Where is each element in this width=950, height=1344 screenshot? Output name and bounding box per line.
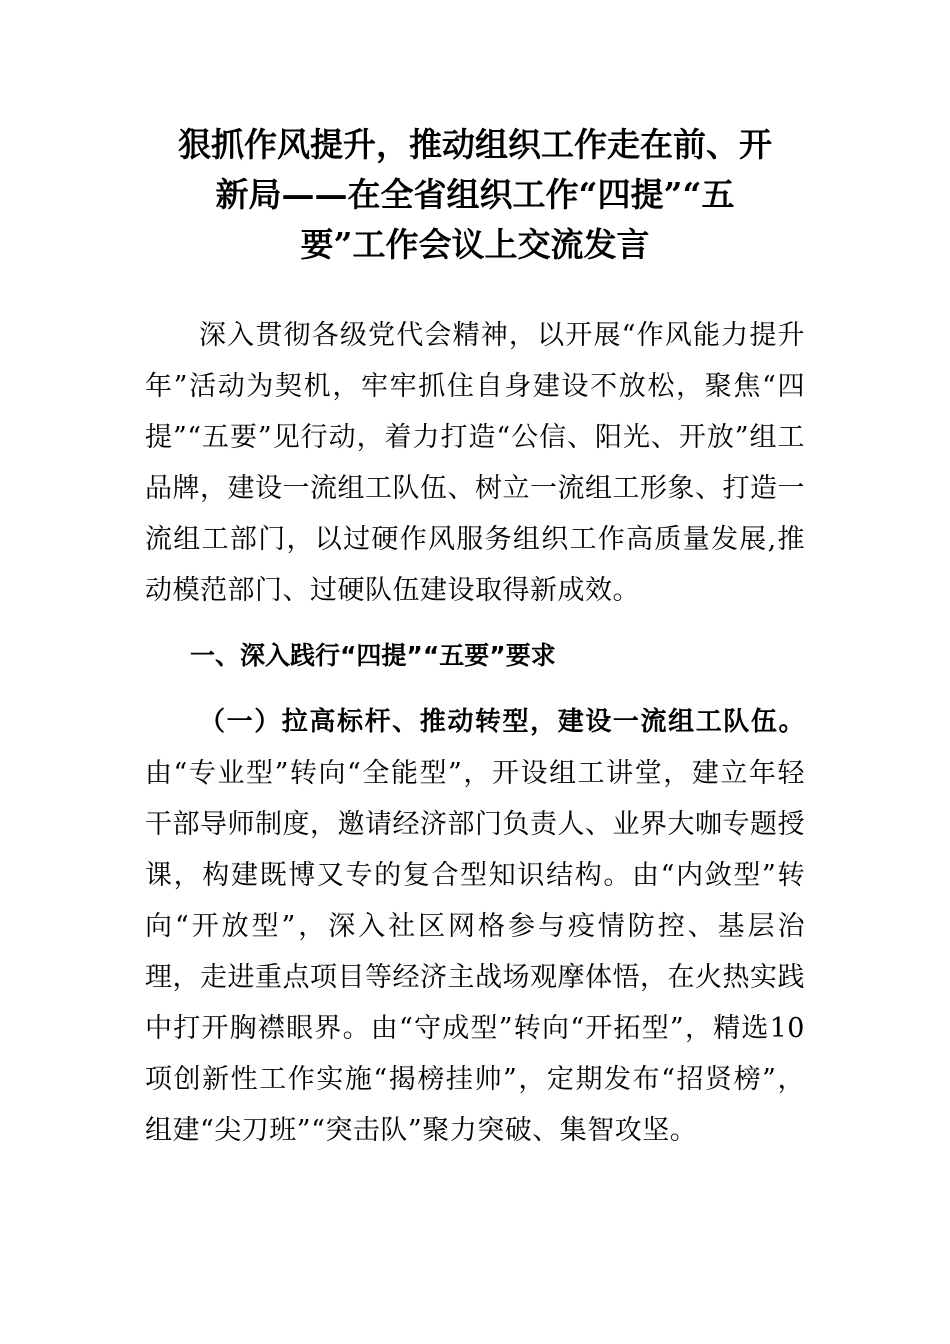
- title-line-3: 要”工作会议上交流发言: [300, 225, 650, 264]
- document-title: [145, 120, 805, 270]
- subsection-1-paragraph: [145, 696, 805, 1156]
- subsection-1-heading: （一）拉高标杆、推动转型，建设一流组工队伍。: [199, 707, 805, 737]
- section-1-heading: 一、深入践行“四提”“五要”要求: [190, 641, 556, 670]
- title-line-1: 狠抓作风提升，推动组织工作走在前、开: [178, 125, 772, 164]
- subsection-1-body: 由“专业型”转向“全能型”，开设组工讲堂，建立年轻干部导师制度，邀请经济部门负责人、业界大咖专题授课，构建既博又专的复合型知识结构。由“内敛型”转向“开放型”，深入社区网格参与疫情防控、基层治理，走进重点项目等经济主战场观摩体悟，在火热实践中打开胸襟眼界。由“守成型”转向“开拓型”，精选10项创新性工作实施“揭榜挂帅”，定期发布“招贤榜”，组建“尖刀班”“突击队”聚力突破、集智攻坚。: [145, 758, 805, 1146]
- intro-paragraph: 深入贯彻各级党代会精神，以开展“作风能力提升年”活动为契机，牢牢抓住自身建设不放松，聚焦“四提”“五要”见行动，着力打造“公信、阳光、开放”组工品牌，建设一流组工队伍、树立一流组工形象、打造一流组工部门，以过硬作风服务组织工作高质量发展,推动模范部门、过硬队伍建设取得新成效。: [145, 320, 805, 606]
- title-line-2: 新局——在全省组织工作“四提”“五: [215, 175, 735, 214]
